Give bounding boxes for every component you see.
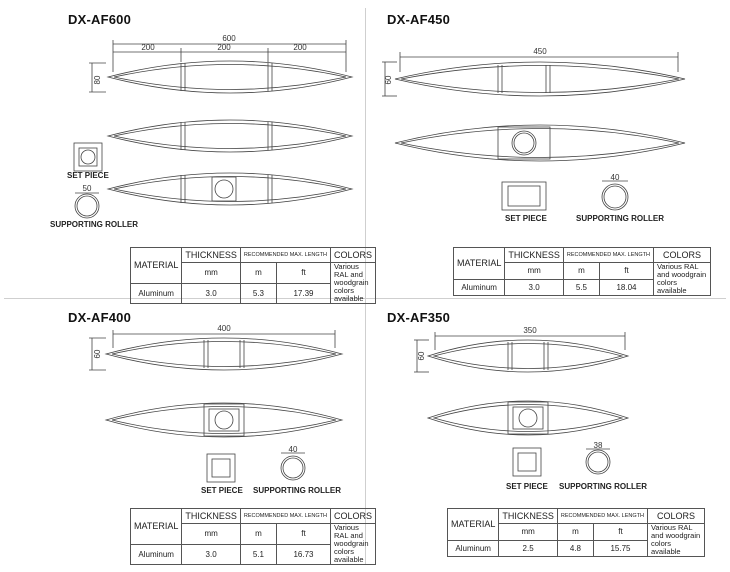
af600-drawing <box>0 0 365 286</box>
product-panel-af350 <box>365 286 730 572</box>
thickness-value: 2.5 <box>499 540 558 557</box>
unit-ft: ft <box>594 524 648 541</box>
material-value: Aluminum <box>131 544 182 565</box>
set-piece-label: SET PIECE <box>67 171 109 180</box>
hdr-recommended: RECOMMENDED MAX. LENGTH <box>557 509 647 524</box>
dim-segment-3: 200 <box>293 43 307 52</box>
unit-ft: ft <box>277 263 331 284</box>
hdr-thickness: THICKNESS <box>499 509 558 524</box>
spec-table <box>130 508 376 565</box>
dim-height: 60 <box>93 349 102 359</box>
material-value: Aluminum <box>454 279 505 296</box>
af450-drawing <box>365 0 730 286</box>
model-title: DX-AF450 <box>387 12 451 27</box>
product-panel-af600 <box>0 0 372 303</box>
dim-total: 600 <box>222 34 236 43</box>
set-piece-label: SET PIECE <box>505 214 547 223</box>
hdr-recommended: RECOMMENDED MAX. LENGTH <box>240 509 330 524</box>
material-value: Aluminum <box>448 540 499 557</box>
unit-mm: mm <box>499 524 558 541</box>
product-panel-af450 <box>365 0 730 295</box>
supporting-roller-label: SUPPORTING ROLLER <box>50 220 139 229</box>
unit-mm: mm <box>505 263 564 280</box>
dim-height: 60 <box>384 75 393 85</box>
colors-value: Various RAL and woodgrain colors available <box>330 524 375 565</box>
hdr-material: MATERIAL <box>448 509 499 541</box>
unit-mm: mm <box>182 263 241 284</box>
product-panel-af400 <box>0 286 372 572</box>
unit-m: m <box>557 524 593 541</box>
dim-roller: 50 <box>82 184 92 193</box>
length-m-value: 5.3 <box>240 283 276 304</box>
length-m-value: 4.8 <box>557 540 593 557</box>
hdr-recommended: RECOMMENDED MAX. LENGTH <box>563 248 653 263</box>
dim-total: 450 <box>533 47 547 56</box>
length-m-value: 5.5 <box>563 279 599 296</box>
dim-roller: 38 <box>593 441 603 450</box>
hdr-thickness: THICKNESS <box>182 248 241 263</box>
unit-mm: mm <box>182 524 241 545</box>
length-ft-value: 15.75 <box>594 540 648 557</box>
model-title: DX-AF350 <box>387 310 451 325</box>
dim-height: 80 <box>93 75 102 85</box>
colors-value: Various RAL and woodgrain colors available <box>647 524 704 557</box>
dim-total: 400 <box>217 324 231 333</box>
hdr-material: MATERIAL <box>454 248 505 280</box>
length-ft-value: 16.73 <box>277 544 331 565</box>
hdr-recommended: RECOMMENDED MAX. LENGTH <box>240 248 330 263</box>
dim-roller: 40 <box>610 173 620 182</box>
dim-segment-1: 200 <box>141 43 155 52</box>
model-title: DX-AF400 <box>68 310 132 325</box>
dim-roller: 40 <box>288 445 298 454</box>
hdr-material: MATERIAL <box>131 248 182 284</box>
thickness-value: 3.0 <box>182 544 241 565</box>
set-piece-label: SET PIECE <box>201 486 243 495</box>
unit-ft: ft <box>600 263 654 280</box>
hdr-material: MATERIAL <box>131 509 182 545</box>
length-ft-value: 18.04 <box>600 279 654 296</box>
colors-value: Various RAL and woodgrain colors available <box>330 263 375 304</box>
supporting-roller-label: SUPPORTING ROLLER <box>253 486 342 495</box>
unit-m: m <box>240 263 276 284</box>
unit-m: m <box>240 524 276 545</box>
hdr-thickness: THICKNESS <box>505 248 564 263</box>
dim-total: 350 <box>523 326 537 335</box>
supporting-roller-label: SUPPORTING ROLLER <box>559 482 648 491</box>
supporting-roller-label: SUPPORTING ROLLER <box>576 214 665 223</box>
set-piece-label: SET PIECE <box>506 482 548 491</box>
colors-value: Various RAL and woodgrain colors available <box>653 263 710 296</box>
hdr-colors: COLORS <box>647 509 704 524</box>
material-value: Aluminum <box>131 283 182 304</box>
hdr-colors: COLORS <box>653 248 710 263</box>
unit-m: m <box>563 263 599 280</box>
thickness-value: 3.0 <box>505 279 564 296</box>
model-title: DX-AF600 <box>68 12 132 27</box>
spec-table <box>447 508 705 557</box>
hdr-colors: COLORS <box>330 509 375 524</box>
unit-ft: ft <box>277 524 331 545</box>
thickness-value: 3.0 <box>182 283 241 304</box>
dim-height: 60 <box>417 351 426 361</box>
length-ft-value: 17.39 <box>277 283 331 304</box>
hdr-colors: COLORS <box>330 248 375 263</box>
hdr-thickness: THICKNESS <box>182 509 241 524</box>
length-m-value: 5.1 <box>240 544 276 565</box>
dim-segment-2: 200 <box>217 43 231 52</box>
